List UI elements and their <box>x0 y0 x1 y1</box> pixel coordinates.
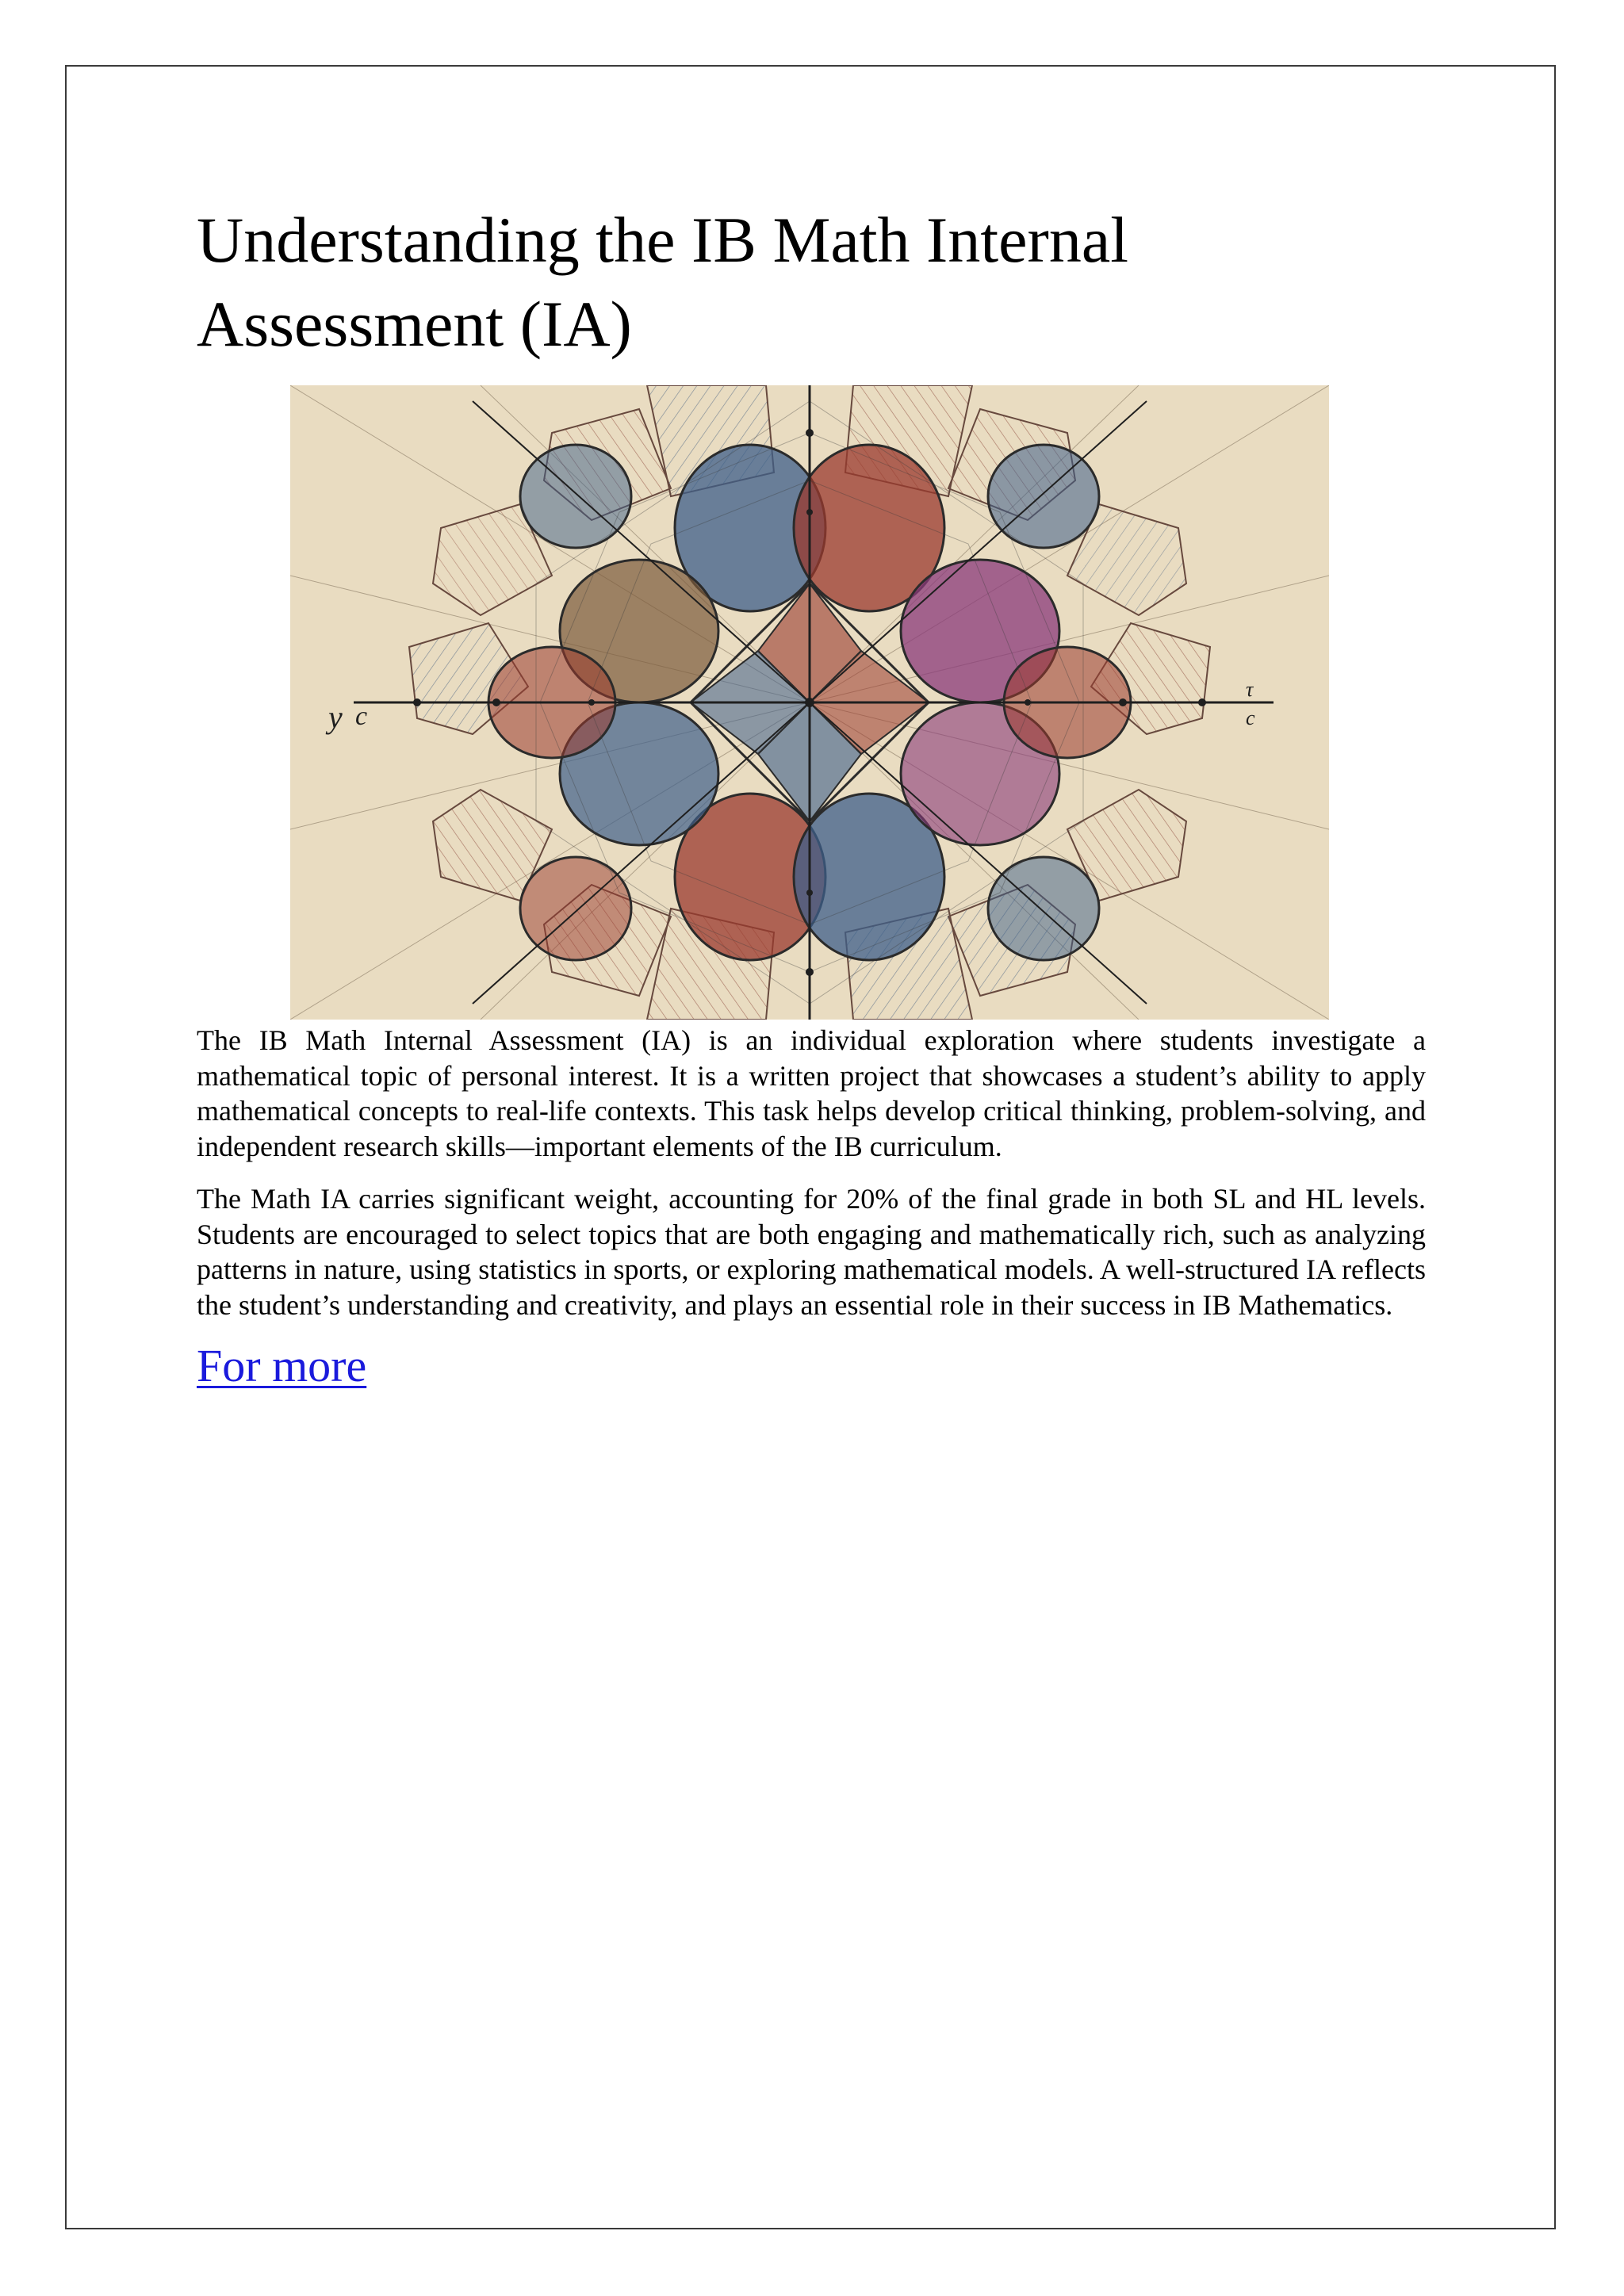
axis-label-y: y <box>328 699 343 735</box>
axis-label-tau: τ <box>1246 678 1254 701</box>
axis-label-c-right: c <box>1246 706 1255 729</box>
for-more-link[interactable]: For more <box>197 1340 367 1391</box>
paragraph-intro: The IB Math Internal Assessment (IA) is an individual exploration where students investigate a mathematical topic of personal interest. It is a written project that showcases a student’s ability to apply mathematical concepts to real-life contexts. This task helps develop critical thinking, problem-solving, and independent research skills—important elements of the IB curriculum. <box>197 1024 1426 1162</box>
mandala-illustration <box>290 385 1329 1020</box>
paragraph-weight: The Math IA carries significant weight, accounting for 20% of the final grade in both SL and HL levels. Students are encouraged to select topics that are both engaging and mathematically rich, such as analyzing patterns in nature, using statistics in sports, or exploring mathematical models. A well-structured IA reflects the student’s understanding and creativity, and plays an essential role in their success in IB Mathematics. <box>197 1183 1426 1321</box>
geometric-mandala-image <box>290 385 1329 1020</box>
document-body <box>197 198 1426 1394</box>
axis-label-c-left: c <box>355 702 368 731</box>
page-title: Understanding the IB Math Internal Assessment (IA) <box>197 204 1129 360</box>
